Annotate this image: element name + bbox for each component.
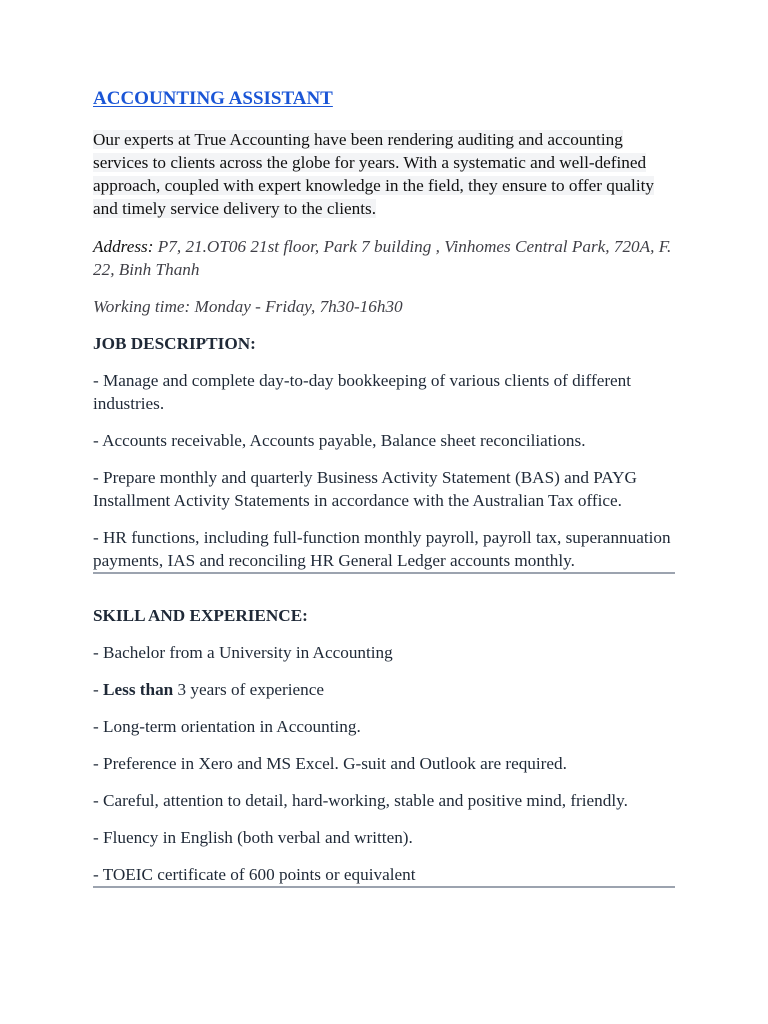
address [93,235,675,281]
company-intro-text: Our experts at True Accounting have been rendering auditing and accounting services to clients across the globe for years. With a systematic and well-defined approach, coupled with expert knowledge in the field, they ensure to offer quality and timely service delivery to the clients. [93,130,654,218]
skills-item: - Preference in Xero and MS Excel. G-suit and Outlook are required. [93,754,567,773]
company-intro [93,128,675,220]
address-label: Address: [93,237,154,256]
address-value: P7, 21.OT06 21st floor, Park 7 building , Vinhomes Central Park, 720A, F. 22, Binh Thanh [93,237,672,279]
section-divider [93,572,675,574]
skills-item: - Bachelor from a University in Accounting [93,643,393,662]
job-description-heading: JOB DESCRIPTION: [93,334,256,353]
skills-item-prefix: - [93,680,104,699]
skills-item [93,678,675,701]
job-description-item: - Manage and complete day-to-day bookkeeping of various clients of different industries. [93,371,632,413]
skills-item-emphasis: Less than [103,680,174,699]
skills-item-suffix: 3 years of experience [173,680,325,699]
document-content [93,86,675,888]
skills-item: - TOEIC certificate of 600 points or equivalent [93,865,416,884]
skills-item: - Long-term orientation in Accounting. [93,717,361,736]
job-description-item: - HR functions, including full-function monthly payroll, payroll tax, superannuation payments, IAS and reconciling HR General Ledger accounts monthly. [93,528,671,570]
job-description-item: - Prepare monthly and quarterly Business Activity Statement (BAS) and PAYG Installment Activity Statements in accordance with the Australian Tax office. [93,468,637,510]
skills-item: - Fluency in English (both verbal and written). [93,828,413,847]
skills-heading: SKILL AND EXPERIENCE: [93,606,308,625]
skills-item: - Careful, attention to detail, hard-working, stable and positive mind, friendly. [93,791,628,810]
job-title[interactable]: ACCOUNTING ASSISTANT [93,88,333,109]
section-divider [93,886,675,888]
job-description-item: - Accounts receivable, Accounts payable, Balance sheet reconciliations. [93,431,586,450]
working-time: Working time: Monday - Friday, 7h30-16h30 [93,297,403,316]
